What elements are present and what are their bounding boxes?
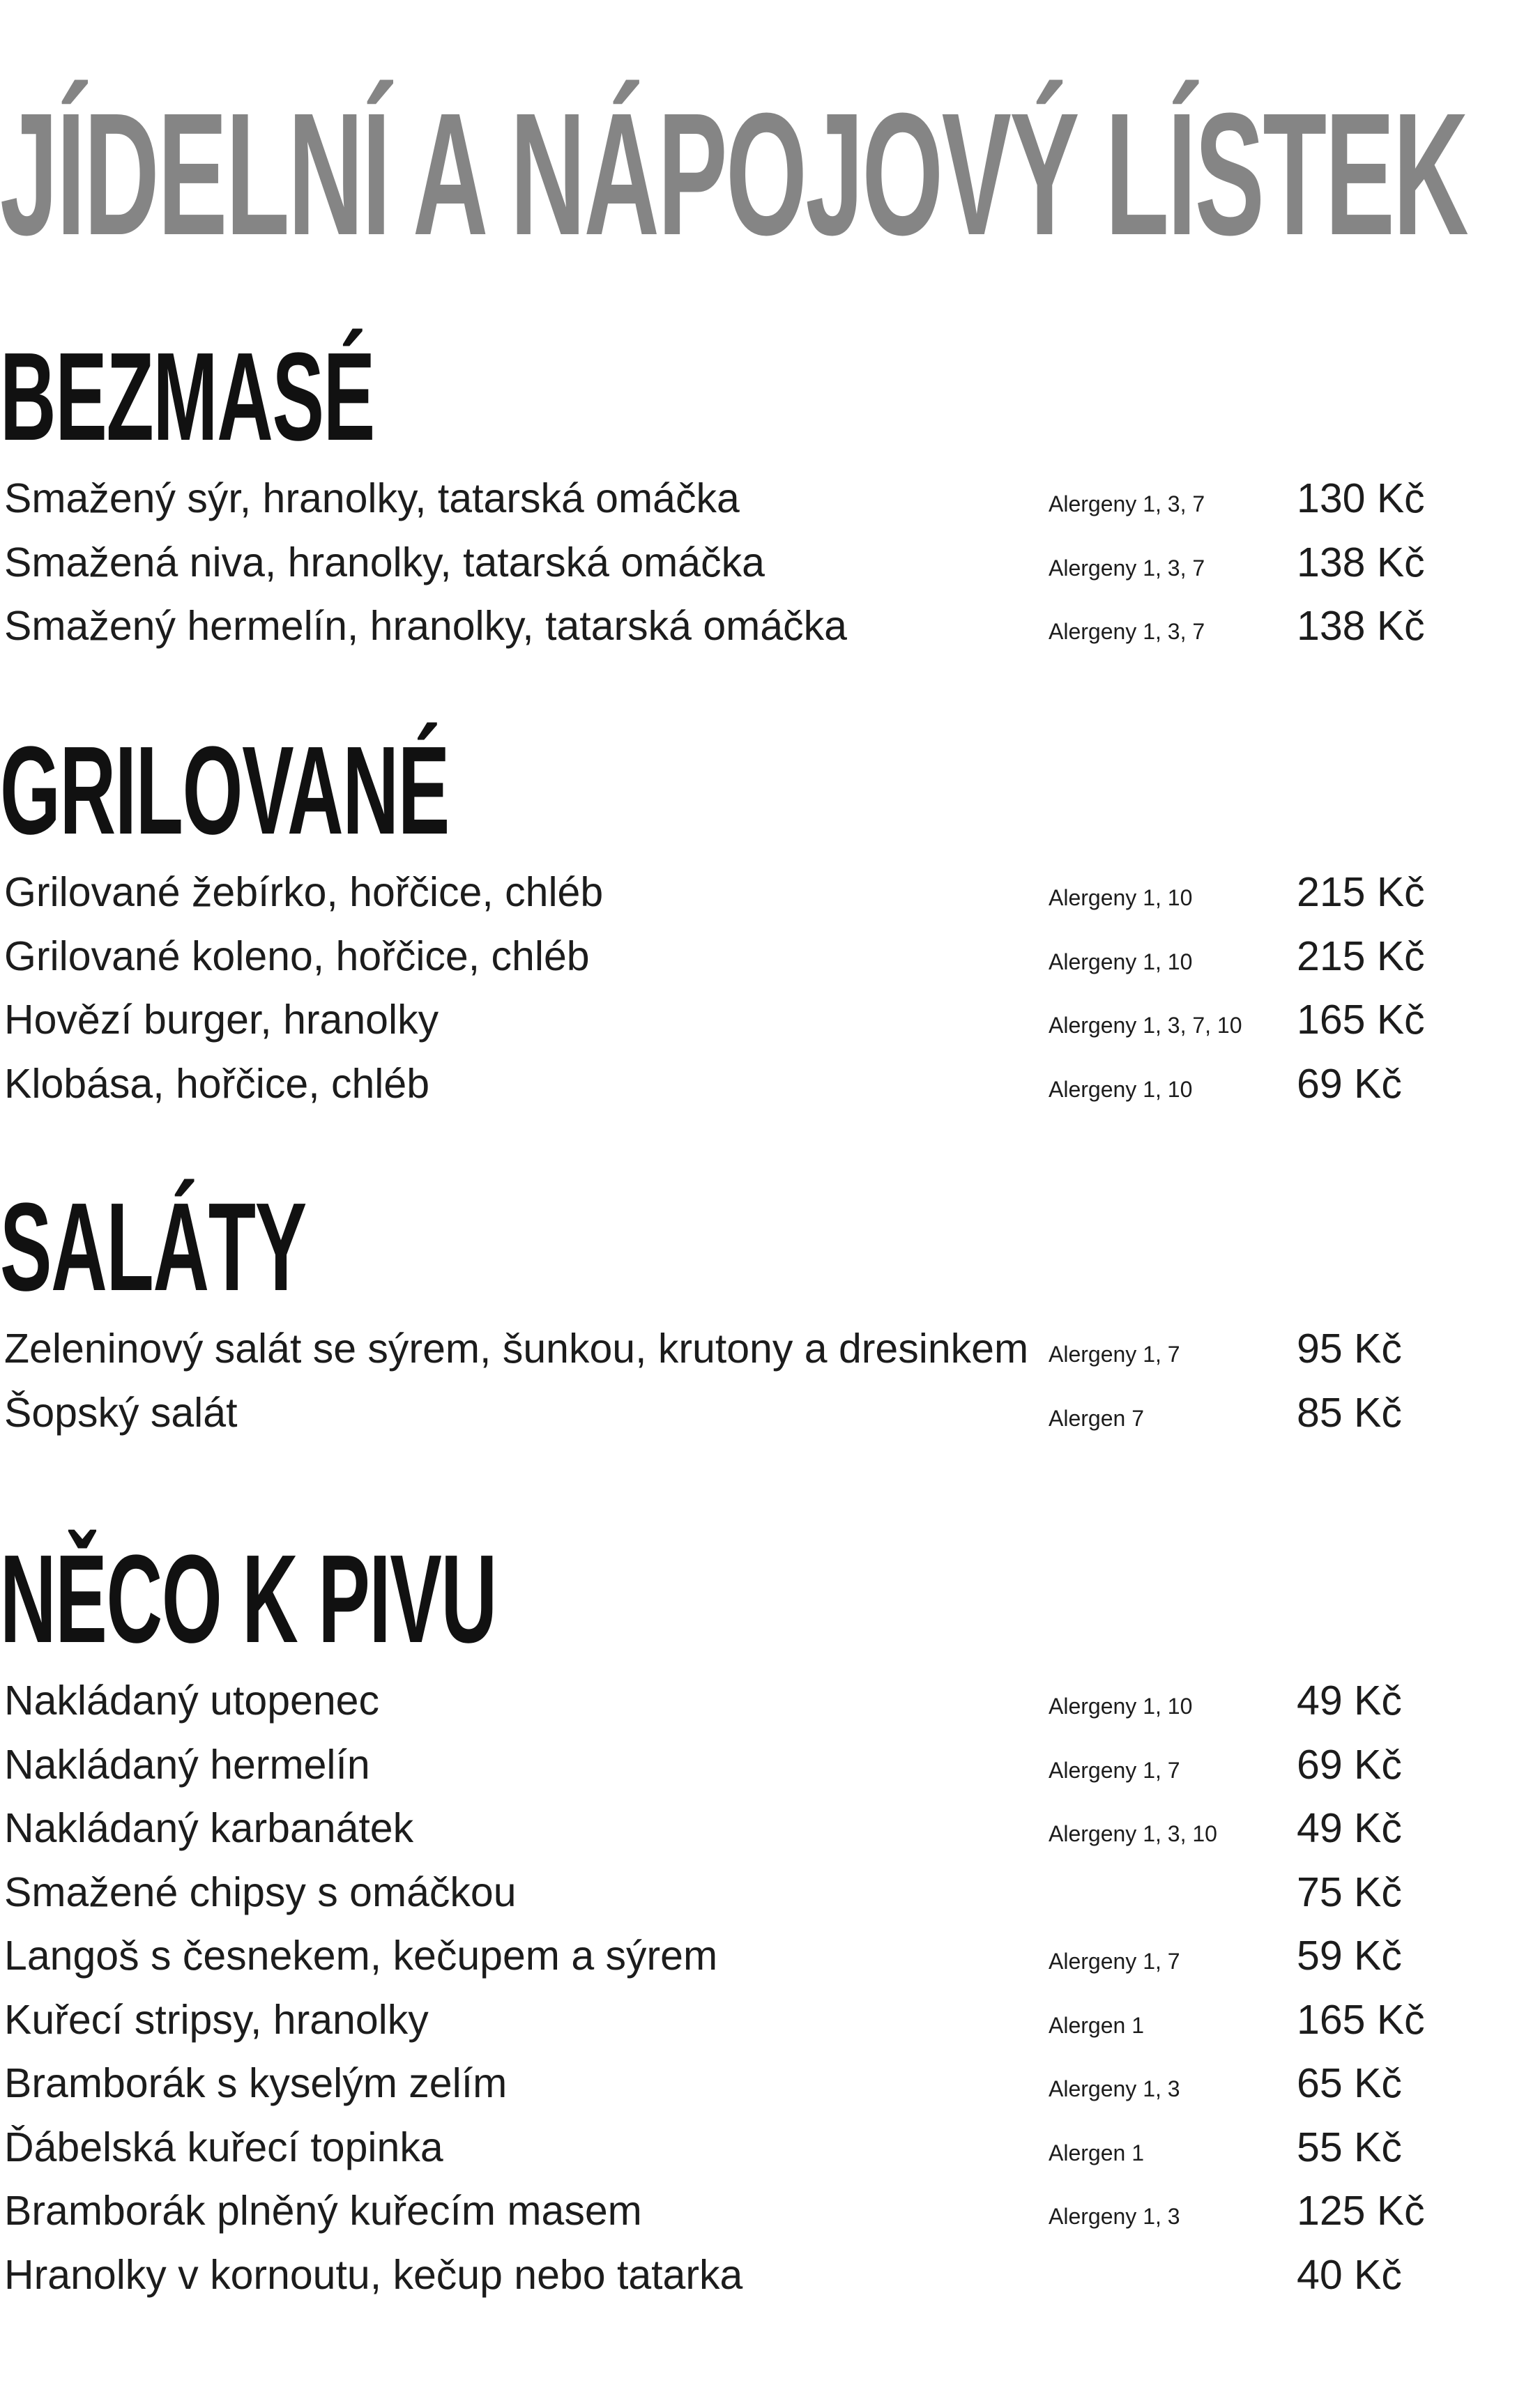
menu-item — [0, 1669, 1524, 1733]
item-allergens: Alergeny 1, 7 — [1049, 1757, 1180, 1783]
item-allergens: Alergen 1 — [1049, 2140, 1144, 2165]
menu-item — [0, 2179, 1524, 2244]
item-price: 40 Kč — [1297, 2251, 1402, 2298]
section-title: BEZMASÉ — [0, 327, 374, 467]
item-price: 130 Kč — [1297, 475, 1425, 521]
item-price: 49 Kč — [1297, 1805, 1402, 1851]
item-name: Nakládaný karbanátek — [4, 1805, 414, 1851]
item-name: Hranolky v kornoutu, kečup nebo tatarka — [4, 2251, 743, 2298]
item-name: Nakládaný utopenec — [4, 1678, 379, 1724]
menu-item — [0, 467, 1524, 531]
menu-item — [0, 861, 1524, 925]
section-title: NĚCO K PIVU — [0, 1529, 496, 1669]
item-price: 125 Kč — [1297, 2188, 1425, 2234]
item-name: Bramborák plněný kuřecím masem — [4, 2188, 642, 2234]
menu-item — [0, 531, 1524, 595]
item-name: Langoš s česnekem, kečupem a sýrem — [4, 1933, 718, 1979]
item-price: 215 Kč — [1297, 869, 1425, 915]
item-price: 75 Kč — [1297, 1869, 1402, 1915]
item-price: 69 Kč — [1297, 1060, 1402, 1107]
menu-item — [0, 595, 1524, 659]
item-price: 165 Kč — [1297, 1996, 1425, 2043]
item-allergens: Alergeny 1, 7 — [1049, 1949, 1180, 1974]
menu-item — [0, 1924, 1524, 1988]
item-name: Nakládaný hermelín — [4, 1741, 370, 1788]
menu-list — [0, 467, 1524, 659]
item-name: Kuřecí stripsy, hranolky — [4, 1996, 429, 2043]
item-price: 165 Kč — [1297, 997, 1425, 1043]
menu-item — [0, 2244, 1524, 2308]
menu-section — [0, 721, 1524, 1116]
item-name: Hovězí burger, hranolky — [4, 997, 439, 1043]
menu-item — [0, 1381, 1524, 1445]
item-allergens: Alergeny 1, 7 — [1049, 1342, 1180, 1367]
menu-item — [0, 2052, 1524, 2116]
item-allergens: Alergeny 1, 3, 7, 10 — [1049, 1013, 1242, 1038]
menu-item — [0, 1861, 1524, 1925]
menu-item — [0, 1317, 1524, 1381]
section-title: GRILOVANÉ — [0, 721, 450, 861]
menu-item — [0, 1733, 1524, 1797]
item-name: Smažené chipsy s omáčkou — [4, 1869, 517, 1915]
item-allergens: Alergeny 1, 3, 10 — [1049, 1821, 1217, 1846]
item-name: Smažená niva, hranolky, tatarská omáčka — [4, 539, 765, 585]
menu-item — [0, 1988, 1524, 2053]
item-name: Ďábelská kuřecí topinka — [4, 2124, 443, 2170]
item-name: Grilované žebírko, hořčice, chléb — [4, 869, 604, 915]
menu-item — [0, 988, 1524, 1052]
menu-item — [0, 1052, 1524, 1117]
menu-item — [0, 925, 1524, 989]
item-price: 215 Kč — [1297, 933, 1425, 979]
menu-item — [0, 2116, 1524, 2180]
menu-section — [0, 1178, 1524, 1445]
menu-list — [0, 861, 1524, 1116]
menu-section — [0, 1530, 1524, 2307]
item-allergens: Alergeny 1, 3, 7 — [1049, 491, 1205, 516]
item-allergens: Alergeny 1, 10 — [1049, 949, 1193, 974]
item-price: 95 Kč — [1297, 1326, 1402, 1372]
item-price: 65 Kč — [1297, 2060, 1402, 2106]
item-name: Smažený sýr, hranolky, tatarská omáčka — [4, 475, 740, 521]
item-allergens: Alergeny 1, 10 — [1049, 1694, 1193, 1719]
menu-list — [0, 1317, 1524, 1445]
item-allergens: Alergeny 1, 10 — [1049, 885, 1193, 910]
item-allergens: Alergen 7 — [1049, 1405, 1144, 1431]
page-title: JÍDELNÍ A NÁPOJOVÝ LÍSTEK — [0, 77, 1468, 271]
menu-list — [0, 1669, 1524, 2307]
item-name: Bramborák s kyselým zelím — [4, 2060, 508, 2106]
item-name: Grilované koleno, hořčice, chléb — [4, 933, 590, 979]
item-allergens: Alergeny 1, 3 — [1049, 2204, 1180, 2229]
item-name: Šopský salát — [4, 1389, 238, 1436]
item-name: Smažený hermelín, hranolky, tatarská omáčka — [4, 603, 847, 649]
item-allergens: Alergeny 1, 10 — [1049, 1076, 1193, 1102]
item-price: 138 Kč — [1297, 603, 1425, 649]
item-price: 49 Kč — [1297, 1678, 1402, 1724]
item-price: 85 Kč — [1297, 1389, 1402, 1436]
section-title: SALÁTY — [0, 1177, 306, 1317]
item-allergens: Alergeny 1, 3 — [1049, 2076, 1180, 2101]
item-name: Zeleninový salát se sýrem, šunkou, krutony a dresinkem — [4, 1326, 1029, 1372]
item-price: 69 Kč — [1297, 1741, 1402, 1788]
item-price: 138 Kč — [1297, 539, 1425, 585]
item-price: 59 Kč — [1297, 1933, 1402, 1979]
item-allergens: Alergeny 1, 3, 7 — [1049, 555, 1205, 581]
item-allergens: Alergen 1 — [1049, 2012, 1144, 2038]
item-allergens: Alergeny 1, 3, 7 — [1049, 619, 1205, 644]
menu-item — [0, 1797, 1524, 1861]
item-price: 55 Kč — [1297, 2124, 1402, 2170]
menu-section — [0, 328, 1524, 659]
item-name: Klobása, hořčice, chléb — [4, 1060, 430, 1107]
